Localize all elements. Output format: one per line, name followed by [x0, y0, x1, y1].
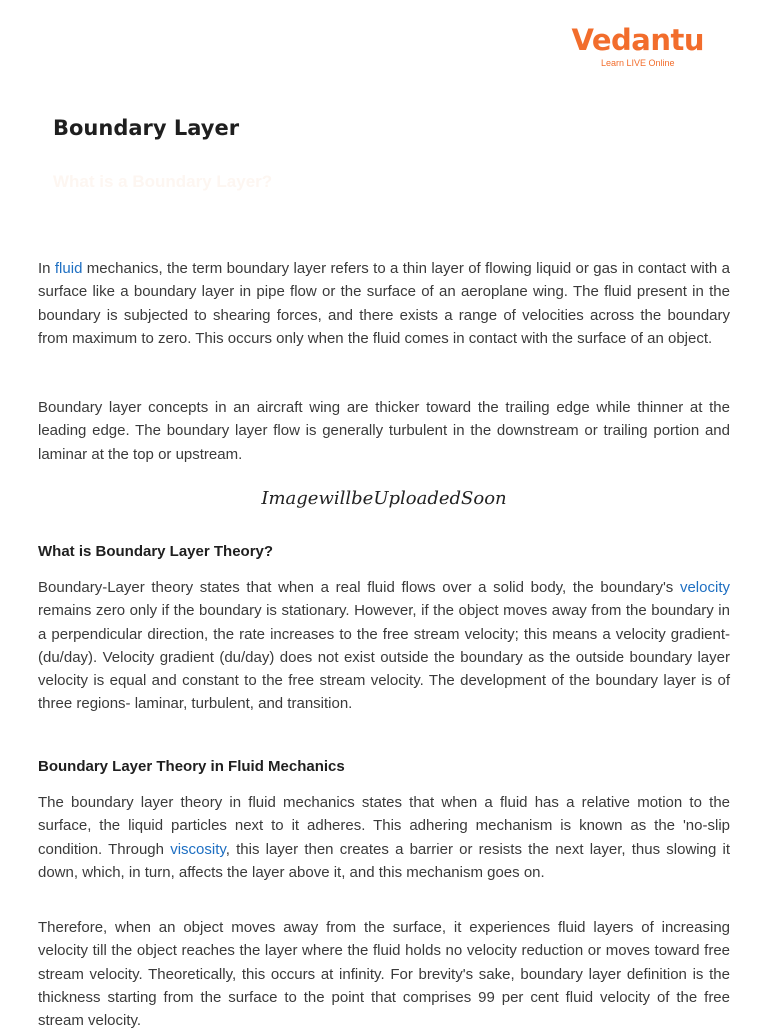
intro-paragraph: [38, 257, 730, 350]
para4-text-post: , this layer then creates a barrier or resists the next layer, thus slowing it down, which, in turn, affects the layer above it, and this mechanism goes on.: [38, 840, 730, 881]
section-heading-fluid-mechanics: Boundary Layer Theory in Fluid Mechanics: [38, 758, 345, 775]
para1-text-post: mechanics, the term boundary layer refers to a thin layer of flowing liquid or gas in contact with a surface like a boundary layer in pipe flow or the surface of an aeroplane wing. The fluid present in the boundary is subjected to shearing forces, and there exists a range of velocities across the boundary from maximum to zero. This occurs only when the fluid comes in contact with the surface of an object.: [38, 260, 730, 347]
logo-wordmark: Vedantu: [571, 23, 704, 57]
aircraft-wing-paragraph: Boundary layer concepts in an aircraft wing are thicker toward the trailing edge while thinner at the leading edge. The boundary layer flow is generally turbulent in the downstream or trailing portion and laminar at the top or upstream.: [38, 399, 730, 463]
viscosity-link[interactable]: viscosity: [170, 840, 226, 858]
infinity-paragraph: Therefore, when an object moves away from the surface, it experiences fluid layers of increasing velocity till the object reaches the layer where the fluid holds no velocity reduction or moves toward free stream velocity. Theoretically, this occurs at infinity. For brevity's sake, boundary layer definition is the thickness starting from the surface to the point that comprises 99 per cent fluid velocity of the free stream velocity.: [38, 919, 730, 1030]
page-title: Boundary Layer: [53, 116, 240, 140]
theory-paragraph: [38, 576, 730, 716]
fluid-mechanics-paragraph: [38, 791, 730, 884]
fluid-link[interactable]: fluid: [54, 260, 83, 277]
para3-text-post: remains zero only if the boundary is stationary. However, if the object moves away from the boundary in a perpendicular direction, the rate increases to the free stream velocity; this means a velocity gradient- (du/day). Velocity gradient (du/day) does not exist outside the boundary as the outside boundary layer velocity is equal and constant to the free stream velocity. The development of the boundary layer is of three regions- laminar, turbulent, and transition.: [38, 602, 730, 713]
vedantu-logo[interactable]: [571, 24, 704, 68]
image-placeholder: ImagewillbeUploadedSoon: [261, 488, 507, 509]
para1-text-pre: In: [38, 260, 55, 277]
velocity-link[interactable]: velocity: [679, 579, 730, 596]
page-subtitle: What is a Boundary Layer?: [53, 172, 273, 191]
para4-text-pre: The boundary layer theory in fluid mechanics states that when a fluid has a relative motion to the surface, the liquid particles next to it adheres. This adhering mechanism is known as the 'no-slip condition. Through: [38, 794, 730, 858]
logo-tagline: Learn LIVE Online: [600, 58, 675, 68]
para3-text-pre: Boundary-Layer theory states that when a real fluid flows over a solid body, the boundary's: [38, 579, 680, 596]
section-heading-theory: What is Boundary Layer Theory?: [38, 543, 274, 560]
